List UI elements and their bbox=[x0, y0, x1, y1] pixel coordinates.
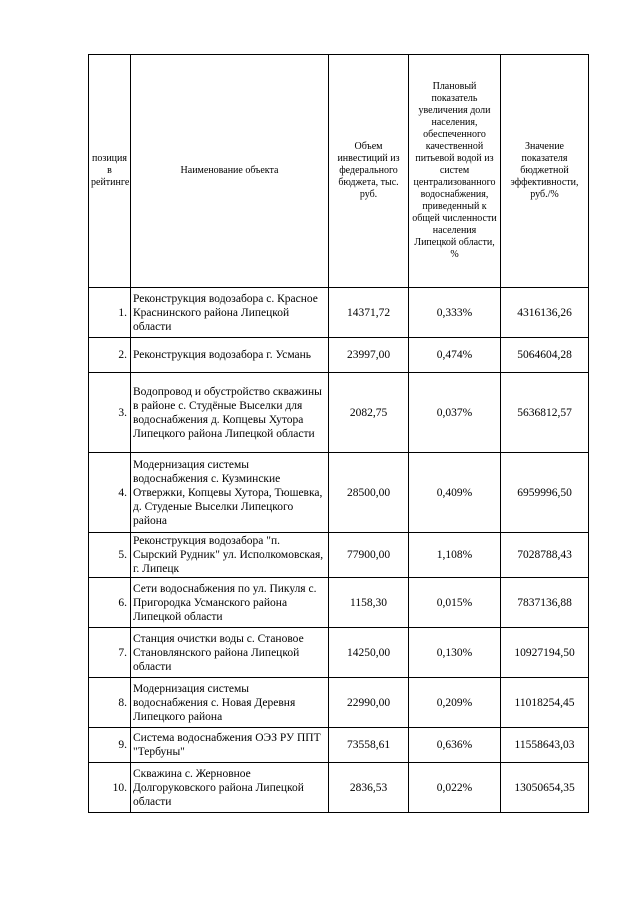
cell-efficiency: 4316136,26 bbox=[501, 288, 589, 338]
cell-investment: 77900,00 bbox=[329, 533, 409, 578]
cell-indicator: 0,130% bbox=[409, 628, 501, 678]
cell-position: 8. bbox=[89, 678, 131, 728]
table-row bbox=[89, 288, 589, 338]
header-indicator: Плановый показатель увеличения доли населения, обеспеченного качественной питьевой водой из систем централизованного водоснабжения, приведенный к общей численности населения Липецкой области, % bbox=[409, 55, 501, 288]
header-investment: Объем инвестиций из федерального бюджета, тыс. руб. bbox=[329, 55, 409, 288]
cell-name: Водопровод и обустройство скважины в районе с. Студёные Выселки для водоснабжения д. Копцевы Хутора Липецкого района Липецкой области bbox=[131, 373, 329, 453]
cell-indicator: 0,636% bbox=[409, 728, 501, 763]
cell-position: 5. bbox=[89, 533, 131, 578]
cell-name: Реконструкция водозабора г. Усмань bbox=[131, 338, 329, 373]
cell-indicator: 0,037% bbox=[409, 373, 501, 453]
cell-investment: 1158,30 bbox=[329, 578, 409, 628]
cell-efficiency: 11558643,03 bbox=[501, 728, 589, 763]
header-efficiency: Значение показателя бюджетной эффективности, руб./% bbox=[501, 55, 589, 288]
table-row bbox=[89, 628, 589, 678]
cell-efficiency: 7837136,88 bbox=[501, 578, 589, 628]
cell-position: 10. bbox=[89, 763, 131, 813]
table-row bbox=[89, 533, 589, 578]
cell-investment: 14371,72 bbox=[329, 288, 409, 338]
cell-investment: 23997,00 bbox=[329, 338, 409, 373]
cell-investment: 14250,00 bbox=[329, 628, 409, 678]
cell-indicator: 0,474% bbox=[409, 338, 501, 373]
cell-efficiency: 10927194,50 bbox=[501, 628, 589, 678]
table-row bbox=[89, 578, 589, 628]
cell-position: 9. bbox=[89, 728, 131, 763]
cell-efficiency: 6959996,50 bbox=[501, 453, 589, 533]
cell-indicator: 0,333% bbox=[409, 288, 501, 338]
table-row bbox=[89, 373, 589, 453]
cell-indicator: 1,108% bbox=[409, 533, 501, 578]
table-row bbox=[89, 678, 589, 728]
cell-investment: 28500,00 bbox=[329, 453, 409, 533]
table-row bbox=[89, 453, 589, 533]
cell-efficiency: 5636812,57 bbox=[501, 373, 589, 453]
cell-name: Реконструкция водозабора с. Красное Краснинского района Липецкой области bbox=[131, 288, 329, 338]
table-row bbox=[89, 338, 589, 373]
cell-name: Система водоснабжения ОЭЗ РУ ППТ "Тербуны" bbox=[131, 728, 329, 763]
header-name: Наименование объекта bbox=[131, 55, 329, 288]
cell-investment: 2082,75 bbox=[329, 373, 409, 453]
cell-efficiency: 7028788,43 bbox=[501, 533, 589, 578]
table-row bbox=[89, 763, 589, 813]
header-position: позиция в рейтинге bbox=[89, 55, 131, 288]
cell-investment: 22990,00 bbox=[329, 678, 409, 728]
cell-indicator: 0,209% bbox=[409, 678, 501, 728]
cell-efficiency: 13050654,35 bbox=[501, 763, 589, 813]
cell-indicator: 0,409% bbox=[409, 453, 501, 533]
cell-name: Модернизация системы водоснабжения с. Кузминские Отвержки, Копцевы Хутора, Тюшевка, д. Студеные Выселки Липецкого района bbox=[131, 453, 329, 533]
cell-name: Реконструкция водозабора "п. Сырский Рудник" ул. Исполкомовская, г. Липецк bbox=[131, 533, 329, 578]
cell-position: 2. bbox=[89, 338, 131, 373]
cell-name: Модернизация системы водоснабжения с. Новая Деревня Липецкого района bbox=[131, 678, 329, 728]
cell-name: Сети водоснабжения по ул. Пикуля с. Пригородка Усманского района Липецкой области bbox=[131, 578, 329, 628]
cell-investment: 2836,53 bbox=[329, 763, 409, 813]
rating-table bbox=[88, 54, 589, 813]
cell-indicator: 0,022% bbox=[409, 763, 501, 813]
cell-investment: 73558,61 bbox=[329, 728, 409, 763]
cell-position: 3. bbox=[89, 373, 131, 453]
cell-efficiency: 11018254,45 bbox=[501, 678, 589, 728]
cell-name: Станция очистки воды с. Становое Становлянского района Липецкой области bbox=[131, 628, 329, 678]
cell-efficiency: 5064604,28 bbox=[501, 338, 589, 373]
header-row bbox=[89, 55, 589, 288]
table-row bbox=[89, 728, 589, 763]
cell-position: 6. bbox=[89, 578, 131, 628]
cell-name: Скважина с. Жерновное Долгоруковского района Липецкой области bbox=[131, 763, 329, 813]
cell-position: 4. bbox=[89, 453, 131, 533]
cell-indicator: 0,015% bbox=[409, 578, 501, 628]
cell-position: 1. bbox=[89, 288, 131, 338]
cell-position: 7. bbox=[89, 628, 131, 678]
